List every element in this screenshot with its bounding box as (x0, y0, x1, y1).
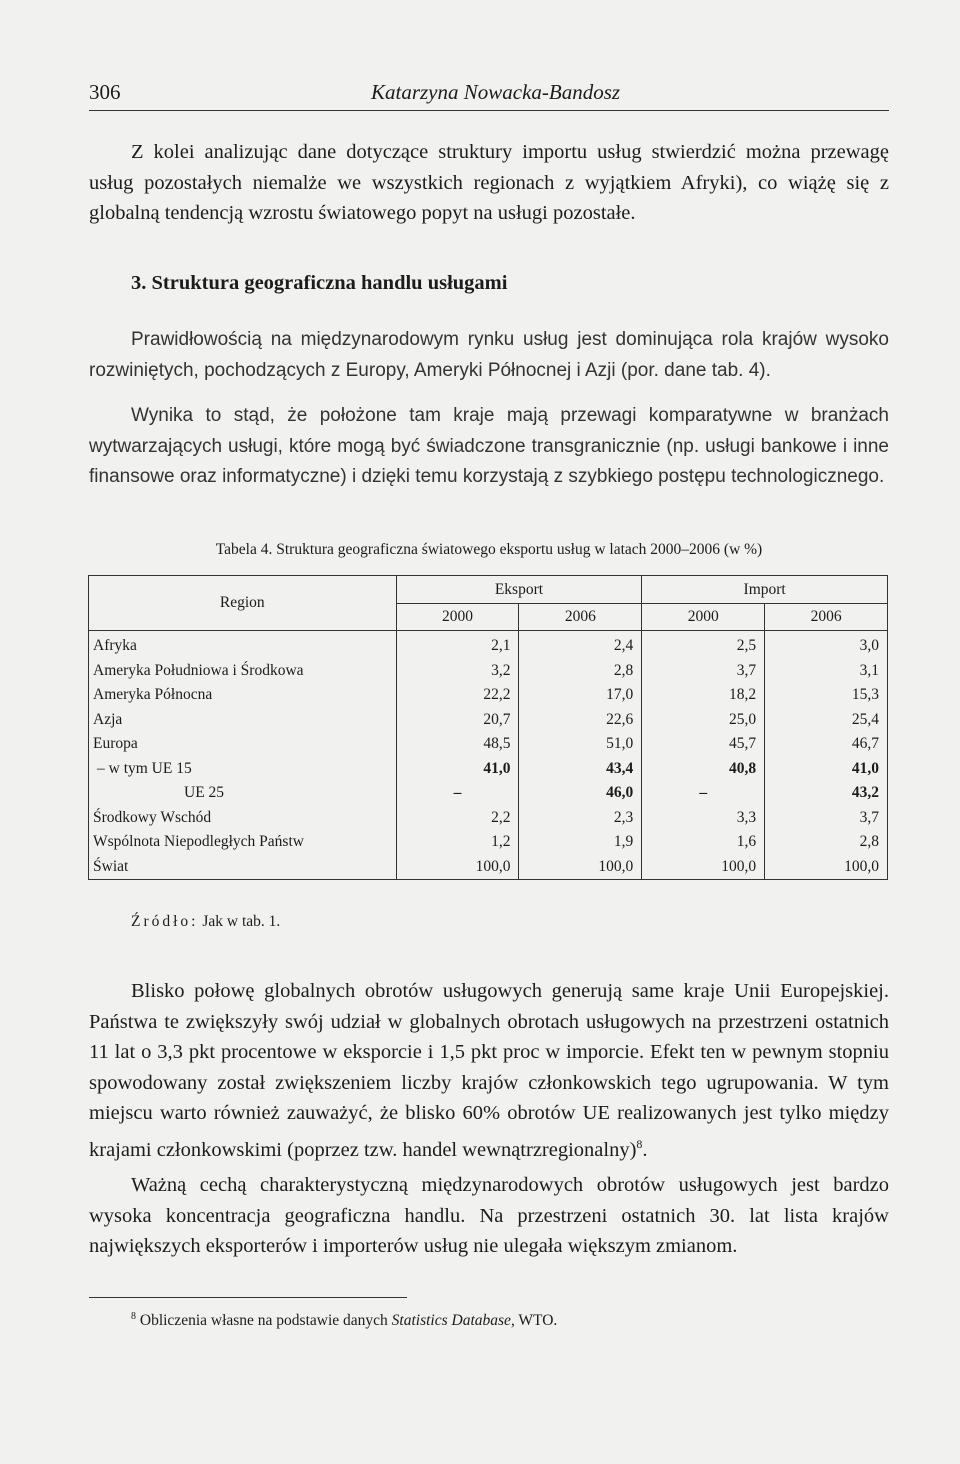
paragraph-eu-text: Blisko połowę globalnych obrotów usługowych generują same kraje Unii Europejskiej. Państwa te zwiększyły swój udział w globalnych obrotach usługowych na przestrzeni ostatnich 11 lat o 3,3 pkt procentowe w eksporcie i 1,5 pkt proc w imporcie. Efekt ten w pewnym stopniu spowodowany został zwiększeniem liczby krajów członkowskich tego ugrupowania. W tym miejscu warto również zauważyć, że blisko 60% obrotów UE realizowanych jest tylko między krajami członkowskimi (poprzez tzw. handel wewnątrzregionalny) (89, 980, 889, 1161)
value-cell: 41,0 (765, 757, 888, 782)
value-cell: 1,2 (396, 830, 519, 855)
table-row (89, 631, 888, 659)
value-cell: 3,3 (642, 806, 765, 831)
section-title: 3. Struktura geograficzna handlu usługami (131, 272, 508, 294)
value-cell: 2,2 (396, 806, 519, 831)
table-row (89, 806, 888, 831)
region-cell: Europa (89, 732, 397, 757)
import-header: Import (642, 576, 888, 604)
region-cell: Środkowy Wschód (89, 806, 397, 831)
value-cell: 15,3 (765, 683, 888, 708)
table-row (89, 781, 888, 806)
region-cell: Ameryka Północna (89, 683, 397, 708)
footnote-reference: 8 (636, 1136, 643, 1151)
value-cell: 3,2 (396, 659, 519, 684)
value-cell: 45,7 (642, 732, 765, 757)
value-cell: 3,0 (765, 631, 888, 659)
value-cell: 1,9 (519, 830, 642, 855)
paragraph-eu (89, 976, 889, 1165)
table-source (131, 913, 280, 931)
value-cell: 2,8 (765, 830, 888, 855)
table-caption: Tabela 4. Struktura geograficzna światowego eksportu usług w latach 2000–2006 (w %) (215, 541, 763, 558)
value-cell: 100,0 (642, 855, 765, 880)
value-cell: 100,0 (765, 855, 888, 880)
footnote-rule (89, 1297, 407, 1298)
footnote (131, 1311, 557, 1330)
year-header: 2006 (765, 604, 888, 631)
value-cell: 2,1 (396, 631, 519, 659)
footnote-italic: Statistics Database (391, 1312, 511, 1330)
value-cell: – (396, 781, 519, 806)
table-row (89, 855, 888, 880)
intro-paragraph: Z kolei analizując dane dotyczące struktury importu usług stwierdzić można przewagę usług pozostałych niemalże we wszystkich regionach z wyjątkiem Afryki), co wiążę się z globalną tendencją wzrostu światowego popyt na usługi pozostałe. (89, 141, 889, 224)
header-rule (89, 110, 889, 111)
region-cell: Wspólnota Niepodległych Państw (89, 830, 397, 855)
value-cell: 43,4 (519, 757, 642, 782)
year-header: 2006 (519, 604, 642, 631)
region-cell: Afryka (89, 631, 397, 659)
table-row (89, 659, 888, 684)
value-cell: 41,0 (396, 757, 519, 782)
export-header: Eksport (396, 576, 642, 604)
value-cell: 40,8 (642, 757, 765, 782)
value-cell: 17,0 (519, 683, 642, 708)
value-cell: 46,0 (519, 781, 642, 806)
value-cell: 48,5 (396, 732, 519, 757)
section-paragraph-1: Prawidłowością na międzynarodowym rynku usług jest dominująca rola krajów wysoko rozwiniętych, pochodzących z Europy, Ameryki Północnej i Azji (por. dane tab. 4). (89, 329, 889, 381)
region-cell: Azja (89, 708, 397, 733)
data-table (88, 575, 888, 880)
running-header (89, 80, 889, 108)
page-number: 306 (89, 80, 121, 104)
footnote-mark: 8 (131, 1311, 136, 1322)
value-cell: 22,6 (519, 708, 642, 733)
value-cell: 18,2 (642, 683, 765, 708)
table-row (89, 708, 888, 733)
value-cell: 2,8 (519, 659, 642, 684)
footnote-text-end: , WTO. (510, 1312, 558, 1330)
source-label: Źródło: (131, 913, 199, 930)
footnote-text: Obliczenia własne na podstawie danych (139, 1312, 388, 1330)
year-header: 2000 (396, 604, 519, 631)
value-cell: 22,2 (396, 683, 519, 708)
value-cell: 2,5 (642, 631, 765, 659)
paragraph-concentration: Ważną cechą charakterystyczną międzynarodowych obrotów usługowych jest bardzo wysoka koncentracja geograficzna handlu. Na przestrzeni ostatnich 30. lat lista krajów największych eksporterów i importerów usług nie ulegała większym zmianom. (89, 1174, 889, 1257)
region-header: Region (89, 576, 397, 631)
value-cell: – (642, 781, 765, 806)
value-cell: 100,0 (396, 855, 519, 880)
region-cell: Świat (89, 855, 397, 880)
value-cell: 51,0 (519, 732, 642, 757)
value-cell: 3,7 (642, 659, 765, 684)
region-cell: – w tym UE 15 (89, 757, 397, 782)
running-author: Katarzyna Nowacka-Bandosz (371, 80, 621, 104)
value-cell: 2,3 (519, 806, 642, 831)
paragraph-eu-end: . (642, 1138, 648, 1161)
table-row (89, 830, 888, 855)
table-row (89, 683, 888, 708)
value-cell: 20,7 (396, 708, 519, 733)
table-row (89, 732, 888, 757)
value-cell: 3,7 (765, 806, 888, 831)
region-cell: UE 25 (89, 781, 397, 806)
section-paragraph-2: Wynika to stąd, że położone tam kraje mają przewagi komparatywne w branżach wytwarzających usługi, które mogą być świadczone transgranicznie (np. usługi bankowe i inne finansowe oraz informatyczne) i dzięki temu korzystają z szybkiego postępu technologicznego. (89, 405, 889, 487)
value-cell: 1,6 (642, 830, 765, 855)
value-cell: 46,7 (765, 732, 888, 757)
value-cell: 25,0 (642, 708, 765, 733)
value-cell: 3,1 (765, 659, 888, 684)
value-cell: 43,2 (765, 781, 888, 806)
value-cell: 25,4 (765, 708, 888, 733)
region-cell: Ameryka Południowa i Środkowa (89, 659, 397, 684)
value-cell: 100,0 (519, 855, 642, 880)
table-row (89, 757, 888, 782)
value-cell: 2,4 (519, 631, 642, 659)
source-text: Jak w tab. 1. (202, 913, 281, 930)
year-header: 2000 (642, 604, 765, 631)
